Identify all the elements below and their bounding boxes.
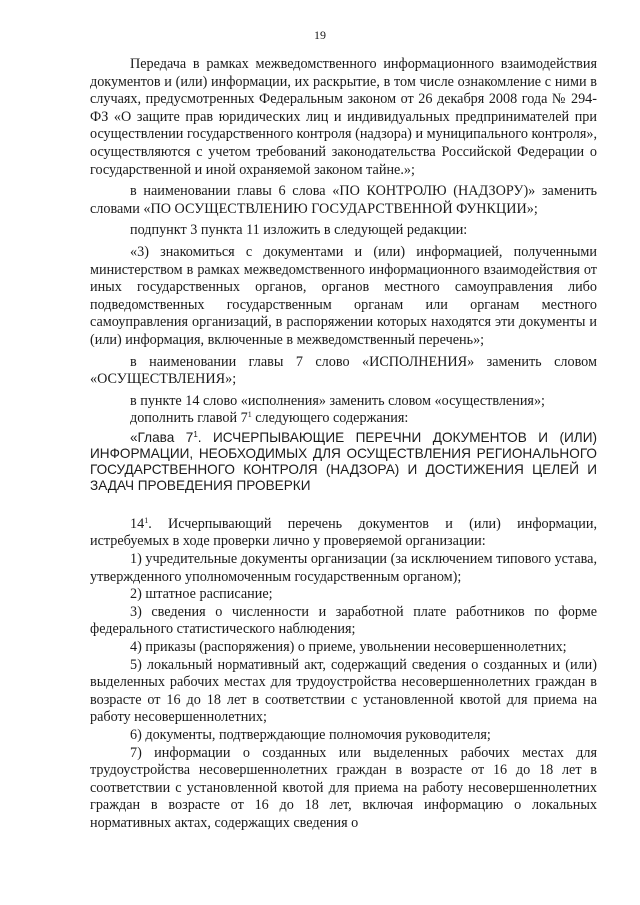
- chapter-heading-prefix: «Глава 7: [130, 429, 194, 445]
- paragraph-subclause-intro: подпункт 3 пункта 11 изложить в следующей редакции:: [130, 222, 468, 239]
- list-item: 5) локальный нормативный акт, содержащий сведения о созданных и (или) выделенных рабочих местах для трудоустройства несовершеннолетних граждан в возрасте от 16 до 18 лет в соответствии с установленной квотой для приема на работу несовершеннолетних;: [90, 656, 597, 726]
- chapter-heading-title: . ИСЧЕРПЫВАЮЩИЕ ПЕРЕЧНИ ДОКУМЕНТОВ И (ИЛИ) ИНФОРМАЦИИ, НЕОБХОДИМЫХ ДЛЯ ОСУЩЕСТВЛЕНИЯ РЕГИОНАЛЬНОГО ГОСУДАРСТВЕННОГО КОНТРОЛЯ (НАДЗОРА) И ДОСТИЖЕНИЯ ЦЕЛЕЙ И ЗАДАЧ ПРОВЕДЕНИЯ ПРОВЕРКИ: [90, 429, 597, 493]
- list-item: 4) приказы (распоряжения) о приеме, увольнении несовершеннолетних;: [130, 639, 567, 656]
- chapter-heading: [90, 430, 597, 494]
- paragraph-add-chapter: [90, 410, 597, 428]
- list-item: 3) сведения о численности и заработной плате работников по форме федерального статистического наблюдения;: [90, 603, 597, 638]
- document-body: [90, 56, 597, 833]
- list-item: 1) учредительные документы организации (за исключением типового устава, утвержденного уполномоченным государственным органом);: [90, 551, 597, 585]
- page-number: 19: [314, 28, 326, 42]
- list-item: 6) документы, подтверждающие полномочия руководителя;: [130, 727, 491, 743]
- clause-text: . Исчерпывающий перечень документов и (или) информации, истребуемых в ходе проверки лично у проверяемой организации:: [90, 515, 597, 550]
- paragraph-clause-14-1: [90, 516, 597, 551]
- paragraph-clause-14: в пункте 14 слово «исполнения» заменить словом «осуществления»;: [130, 392, 545, 409]
- list-item: 2) штатное расписание;: [130, 586, 273, 603]
- add-chapter-tail: следующего содержания:: [251, 410, 409, 427]
- superscript: 1: [247, 410, 252, 420]
- superscript: 1: [144, 515, 149, 525]
- add-chapter-text: дополнить главой 7: [130, 410, 248, 427]
- paragraph-chapter-6-rename: в наименовании главы 6 слова «ПО КОНТРОЛЮ (НАДЗОРУ)» заменить словами «ПО ОСУЩЕСТВЛЕНИЮ ГОСУДАРСТВЕННОЙ ФУНКЦИИ»;: [90, 183, 597, 217]
- list-item: 7) информации о созданных или выделенных рабочих местах для трудоустройства несовершеннолетних граждан в возрасте от 16 до 18 лет в соответствии с установленной квотой для приема на работу несовершеннолетних граждан в возрасте от 16 до 18 лет, включая информацию о локальных нормативных актах, содержащих сведения о: [90, 744, 597, 831]
- superscript: 1: [193, 429, 198, 439]
- clause-number: 14: [130, 515, 145, 532]
- paragraph-subclause-3: «3) знакомиться с документами и (или) информацией, полученными министерством в рамках межведомственного информационного взаимодействия от иных государственных органов, органов местного самоуправления либо подведомственных государственным органам или органам местного самоуправления организаций, в распоряжении которых находятся эти документы и (или) информация, включенные в межведомственный перечень»;: [90, 243, 597, 348]
- paragraph-chapter-7-rename: в наименовании главы 7 слово «ИСПОЛНЕНИЯ» заменить словом «ОСУЩЕСТВЛЕНИЯ»;: [90, 353, 597, 388]
- paragraph-transfer: Передача в рамках межведомственного информационного взаимодействия документов и (или) информации, их раскрытие, в том числе ознакомление с ними в случаях, предусмотренных Федеральным законом от 26 декабря 2008 года № 294-ФЗ «О защите прав юридических лиц и индивидуальных предпринимателей при осуществлении государственного контроля (надзора) и муниципального контроля», осуществляются с учетом требований законодательства Российской Федерации о государственной и иной охраняемой законом тайне.»;: [90, 56, 597, 178]
